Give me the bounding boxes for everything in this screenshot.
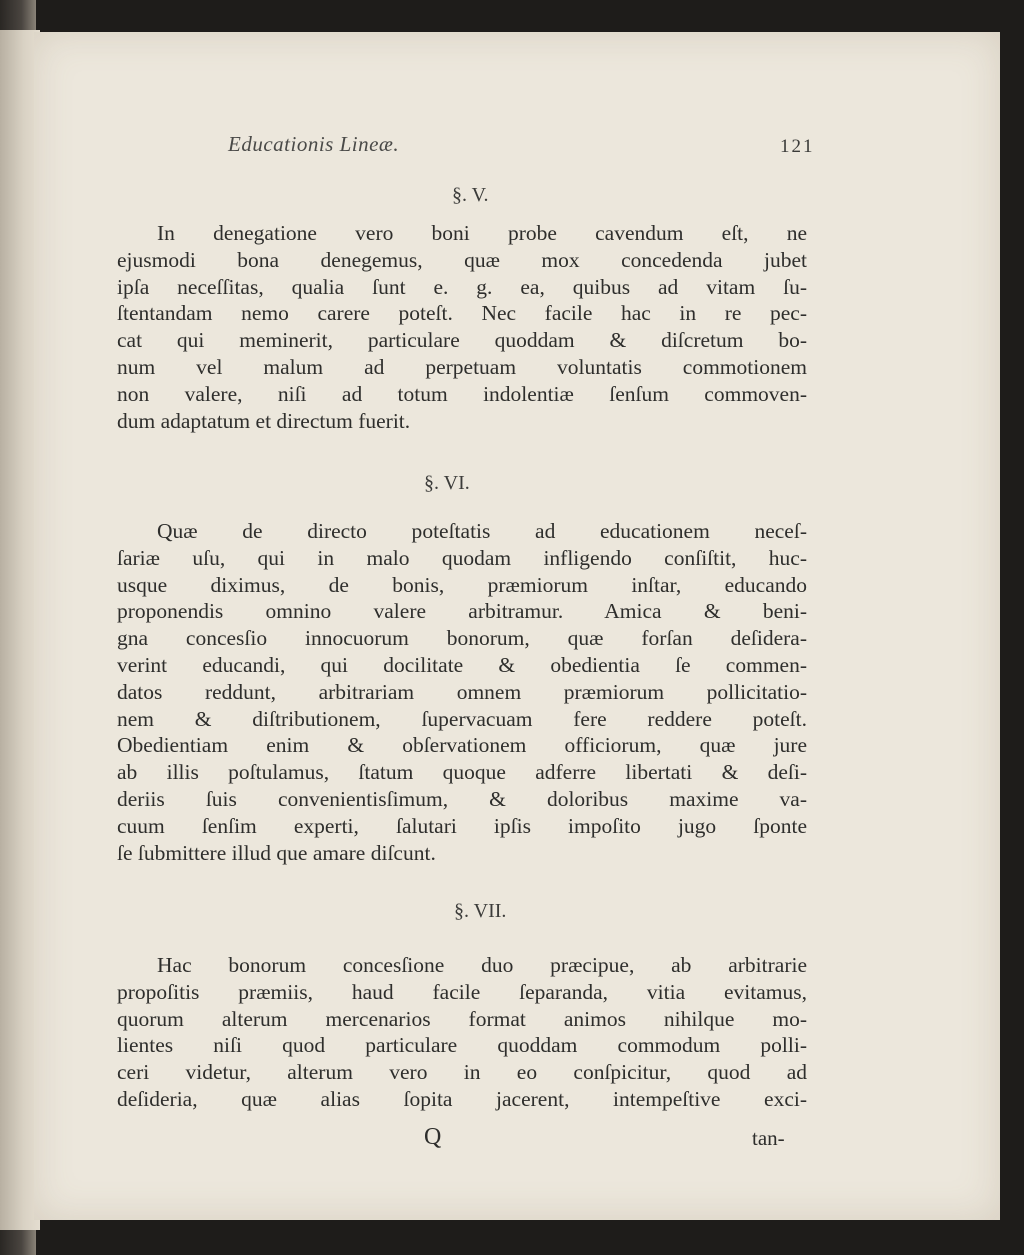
running-head <box>34 128 1000 168</box>
text-line: deſideria, quæ alias ſopita jacerent, intempeſtive exci- <box>117 1086 807 1111</box>
text-line: ſariæ uſu, qui in malo quodam infligendo conſiſtit, huc- <box>117 545 807 570</box>
page-number: 121 <box>780 136 815 157</box>
text-line: Obedientiam enim & obſervationem officiorum, quæ jure <box>117 733 807 758</box>
text-line: ſe ſubmittere illud que amare diſcunt. <box>117 840 436 865</box>
text-line: deriis ſuis convenientisſimum, & doloribus maxime va- <box>117 786 807 811</box>
section-vi-text <box>117 518 807 866</box>
text-line: ſtentandam nemo carere poteſt. Nec facile hac in re pec- <box>117 301 807 326</box>
text-line: propoſitis præmiis, haud facile ſeparanda, vitia evitamus, <box>117 979 807 1004</box>
text-line: datos reddunt, arbitrariam omnem præmiorum pollicitatio- <box>117 679 807 704</box>
text-line: ceri videtur, alterum vero in eo conſpicitur, quod ad <box>117 1060 807 1085</box>
section-heading-v: §. V. <box>452 184 489 206</box>
text-line: lientes niſi quod particulare quoddam commodum polli- <box>117 1033 807 1058</box>
text-line: cuum ſenſim experti, ſalutari ipſis impoſito jugo ſponte <box>117 813 807 838</box>
section-heading-vii: §. VII. <box>454 900 507 922</box>
text-line: num vel malum ad perpetuam voluntatis commotionem <box>117 354 807 379</box>
page-footer <box>34 1124 1000 1154</box>
text-line: In denegatione vero boni probe cavendum eſt, ne <box>157 221 807 245</box>
text-line: Hac bonorum concesſione duo præcipue, ab arbitrarie <box>157 953 807 977</box>
section-vii-text <box>117 952 807 1113</box>
text-line: ab illis poſtulamus, ſtatum quoque adferre libertati & deſi- <box>117 760 807 785</box>
text-line: proponendis omnino valere arbitramur. Amica & beni- <box>117 599 807 624</box>
text-line: gna concesſio innocuorum bonorum, quæ forſan deſidera- <box>117 626 807 651</box>
text-line: dum adaptatum et directum fuerit. <box>117 408 411 433</box>
text-line: usque diximus, de bonis, præmiorum inſtar, educando <box>117 572 807 597</box>
book-page <box>34 32 1000 1220</box>
text-line: Quæ de directo poteſtatis ad educationem neceſ- <box>157 519 807 543</box>
catchword: tan- <box>752 1126 785 1150</box>
text-line: quorum alterum mercenarios format animos nihilque mo- <box>117 1006 807 1031</box>
section-v-text <box>117 220 807 434</box>
text-line: verint educandi, qui docilitate & obedientia ſe commen- <box>117 652 807 677</box>
text-line: non valere, niſi ad totum indolentiæ ſenſum commoven- <box>117 381 807 406</box>
section-heading-vi: §. VI. <box>424 472 470 494</box>
text-line: ipſa neceſſitas, qualia ſunt e. g. ea, quibus ad vitam ſu- <box>117 274 807 299</box>
signature-mark: Q <box>424 1124 442 1150</box>
text-line: ejusmodi bona denegemus, quæ mox concedenda jubet <box>117 247 807 272</box>
running-title: Educationis Lineæ. <box>228 132 400 156</box>
text-line: cat qui meminerit, particulare quoddam & diſcretum bo- <box>117 328 807 353</box>
text-line: nem & diſtributionem, ſupervacuam fere reddere poteſt. <box>117 706 807 731</box>
